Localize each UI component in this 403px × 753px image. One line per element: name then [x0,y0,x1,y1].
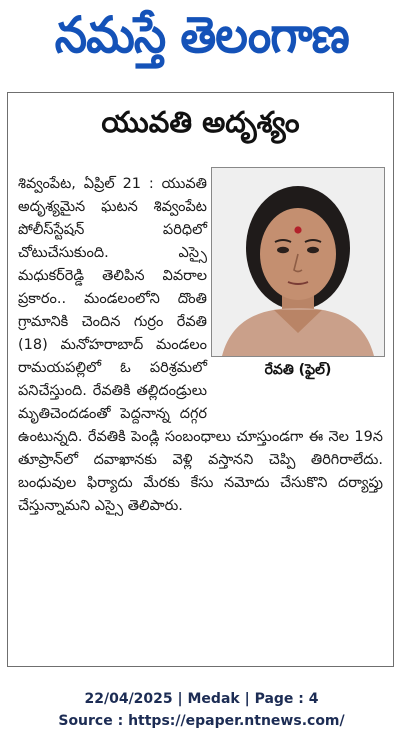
source-link[interactable]: Source : https://epaper.ntnews.com/ [58,713,345,729]
page-footer [0,688,403,732]
photo-caption: రేవతి (ఫైల్) [264,362,332,378]
edition-info: 22/04/2025 | Medak | Page : 4 [84,691,319,707]
article-paragraph: శివ్వంపేట, ఏప్రిల్ 21 : యువతి అదృశ్యమైన ఘటన శివ్వంపేట పోలీస్‌స్టేషన్ పరిధిలో చోటుచేసుకుంది. ఎస్సై మధుకర్‌రెడ్డి తెలిపిన వివరాల ప్రకారం.. మండలంలోని దొంతి గ్రామానికి చెందిన గుర్రం రేవతి (18) మనోహరాబాద్ మండలం రామయపల్లిలో ఓ పరిశ్రమలో పనిచేస్తుంది. రేవతికి తల్లిదండ్రులు మృతిచెందడంతో పెద్దనాన్న దగ్గర ఉంటున్నది. రేవతికి పెండ్లి సంబంధాలు చూస్తుండగా ఈ నెల 19న తూప్రాన్‌లో దవాఖానకు వెళ్లి వస్తానని చెప్పి తిరిగిరాలేదు. బంధువుల ఫిర్యాదు మేరకు కేసు నమోదు చేసుకొని దర్యాప్తు చేస్తున్నామని ఎస్సై తెలిపారు. [18,176,383,514]
article-headline: యువతి అదృశ్యం [101,105,300,139]
masthead [0,0,403,82]
photo-wrap-space [207,173,383,409]
news-clipping [7,92,394,667]
article-body [18,173,383,518]
newspaper-logo-title: నమస్తే తెలంగాణ [54,5,349,64]
